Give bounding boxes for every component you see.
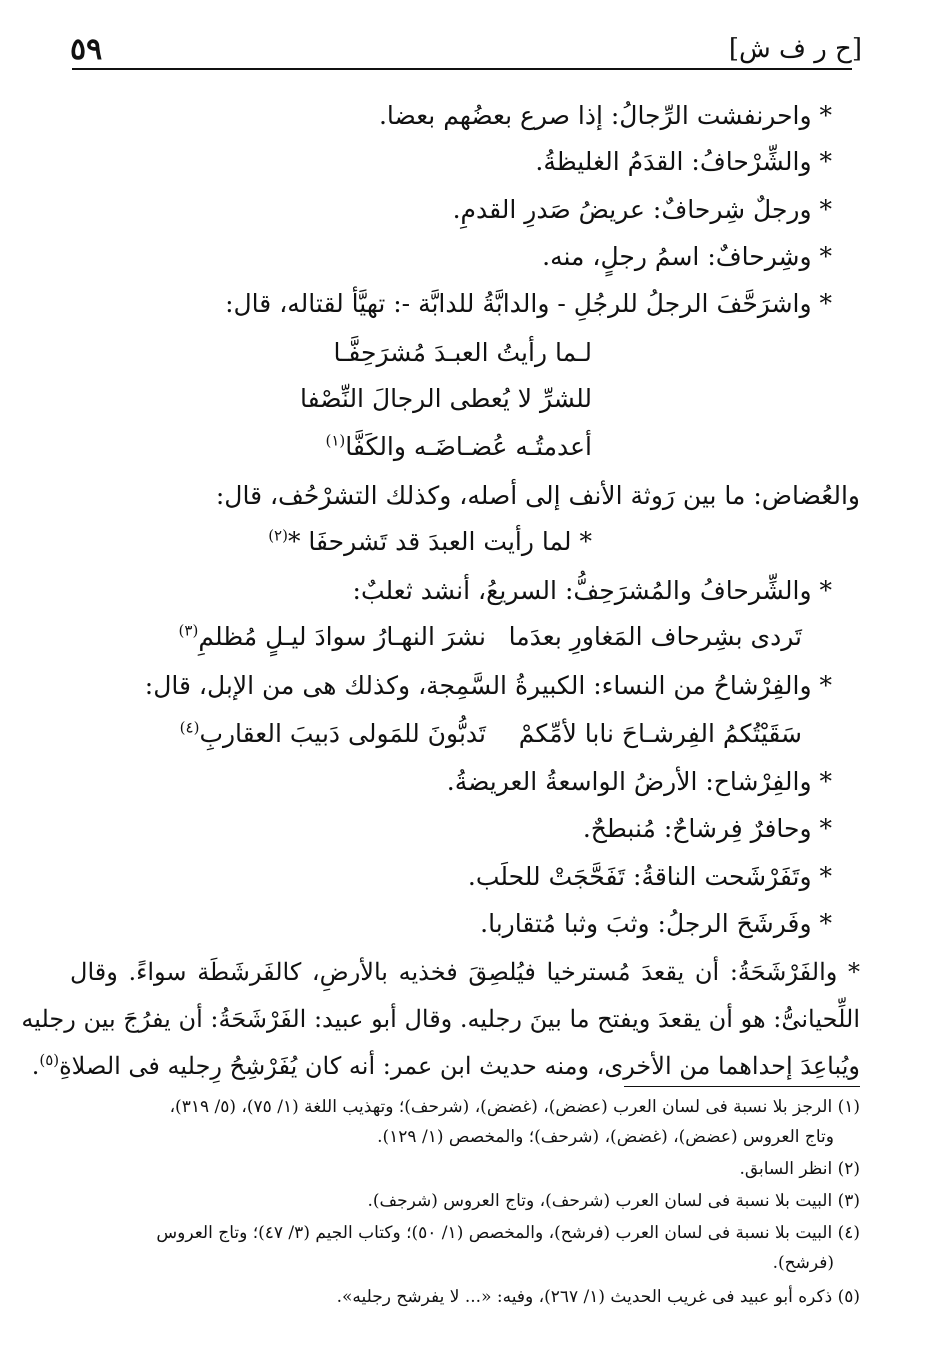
footnote-ref: (٢) [268,526,288,545]
footnote: (٢) انظر السابق. [739,1159,860,1179]
entry-line: * ورجلٌ شِرحافٌ: عريضُ صَدرِ القدمِ. [452,195,832,224]
verse-text: أعدمتُـه عُضـاضَـه والكَفَّا [345,432,592,461]
verse-hemistich-left [180,717,486,751]
footnote-continuation: (فرشح). [772,1253,834,1273]
verse-line: لـما رأيتُ العبـدَ مُشرَحِفَّـا [333,338,592,367]
paragraph-line: اللِّحيانىُّ: هو أن يقعدَ ويفتح ما بينَ رجليه. وقال أبو عبيد: الفَرْشَحَةُ: أن يفرُجَ بين رجليه [21,1005,860,1033]
verse-line [325,430,592,464]
entry-line: * والفِرْشاح: الأرضُ الواسعةُ العريضةُ. [446,767,832,796]
footnote-ref: (٤) [179,718,200,737]
entry-line: * واحرنفشت الرِّجالُ: إذا صرع بعضُهم بعضا. [378,101,832,130]
paragraph-line: * والفَرْشَحَةُ: أن يقعدَ مُسترخيا فيُلصِقَ فخذيه بالأرضِ، كالفَرشَطَة سواءً. وقال [70,958,860,986]
footnote: (٥) ذكره أبو عبيد فى غريب الحديث (١/ ٢٦٧)، وفيه: «... لا يفرشح رجليه». [336,1287,860,1307]
entry-line: * وفَرشَحَ الرجلُ: وثبَ وثبا مُتقاربا. [480,909,832,938]
verse-hemistich-right: سَقَيْتُكمُ الفِرشـاحَ نابا لأمِّكمْ [518,719,802,748]
header-rule [72,68,852,70]
footnote-ref: (١) [325,431,346,450]
footnote-ref: (٥) [39,1051,60,1069]
entry-line: والعُضاض: ما بين رَوثة الأنف إلى أصله، وكذلك التشرْحُف، قال: [215,481,860,510]
paragraph-line [31,1049,860,1083]
page-header [70,28,862,68]
footnote: (١) الرجز بلا نسبة فى لسان العرب (عضض)، (غضض)، (شرحف)؛ وتهذيب اللغة (١/ ٧٥)، (٥/ ٣١٩)، [169,1097,860,1117]
entry-line: * والفِرْشاحُ من النساء: الكبيرةُ السَّمِجة، وكذلك هى من الإبل، قال: [144,671,832,700]
footnote-continuation: وتاج العروس (عضض)، (غضض)، (شرحف)؛ والمخصص (١/ ١٢٩). [377,1127,834,1147]
entry-line: * وحافرٌ فِرشاحٌ: مُنبطحٌ. [582,814,832,843]
verse-hemistich-right: تَردى بشِرحاف المَغاورِ بعدَما [508,622,802,651]
verse-text: * لما رأيت العبدَ قد تَشرحفَا * [287,527,592,556]
paragraph-text: ويُباعِدَ إحداهما من الأخرى، ومنه حديث ابن عمر: أنه كان يُفَرْشِحُ رِجليه فى الصلاةِ [59,1052,860,1080]
entry-line: * وشِرحافٌ: اسمُ رجلٍ، منه. [542,242,832,271]
footnote: (٣) البيت بلا نسبة فى لسان العرب (شرحف)، وتاج العروس (شرجف). [367,1191,860,1211]
section-label: [ح ر ف ش] [728,34,862,64]
entry-line: * وتَفَرْشَحت الناقةُ: تَفَحَّجَتْ للحلَب. [467,862,832,891]
entry-line: * والشِّرحافُ والمُشرَحِفُّ: السريعُ، أنشد ثعلبٌ: [352,576,832,605]
period: . [31,1052,40,1080]
footnote-rule [624,1086,860,1087]
verse-line: للشرِّ لا يُعطى الرجالَ النِّصْفا [299,384,592,413]
verse-line [268,525,592,559]
page-number: ٥٩ [70,32,103,67]
footnote-ref: (٣) [178,621,199,640]
footnote: (٤) البيت بلا نسبة فى لسان العرب (فرشح)، والمخصص (١/ ٥٠)؛ وكتاب الجيم (٣/ ٤٧)؛ وتاج العروس [156,1223,860,1243]
verse-text: تَدبُّونَ للمَولى دَبيبَ العقاربِ [199,719,486,748]
verse-hemistich-left [179,620,486,654]
verse-text: نشرَ النهـارُ سوادَ ليـلٍ مُظلمِ [198,622,486,651]
entry-line: * والشِّرْحافُ: القدَمُ الغليظةُ. [535,147,832,176]
entry-line: * واشرَحَّفَ الرجلُ للرجُلِ - والدابَّةُ للدابَّة -: تهيَّأ لقتاله، قال: [225,289,832,318]
